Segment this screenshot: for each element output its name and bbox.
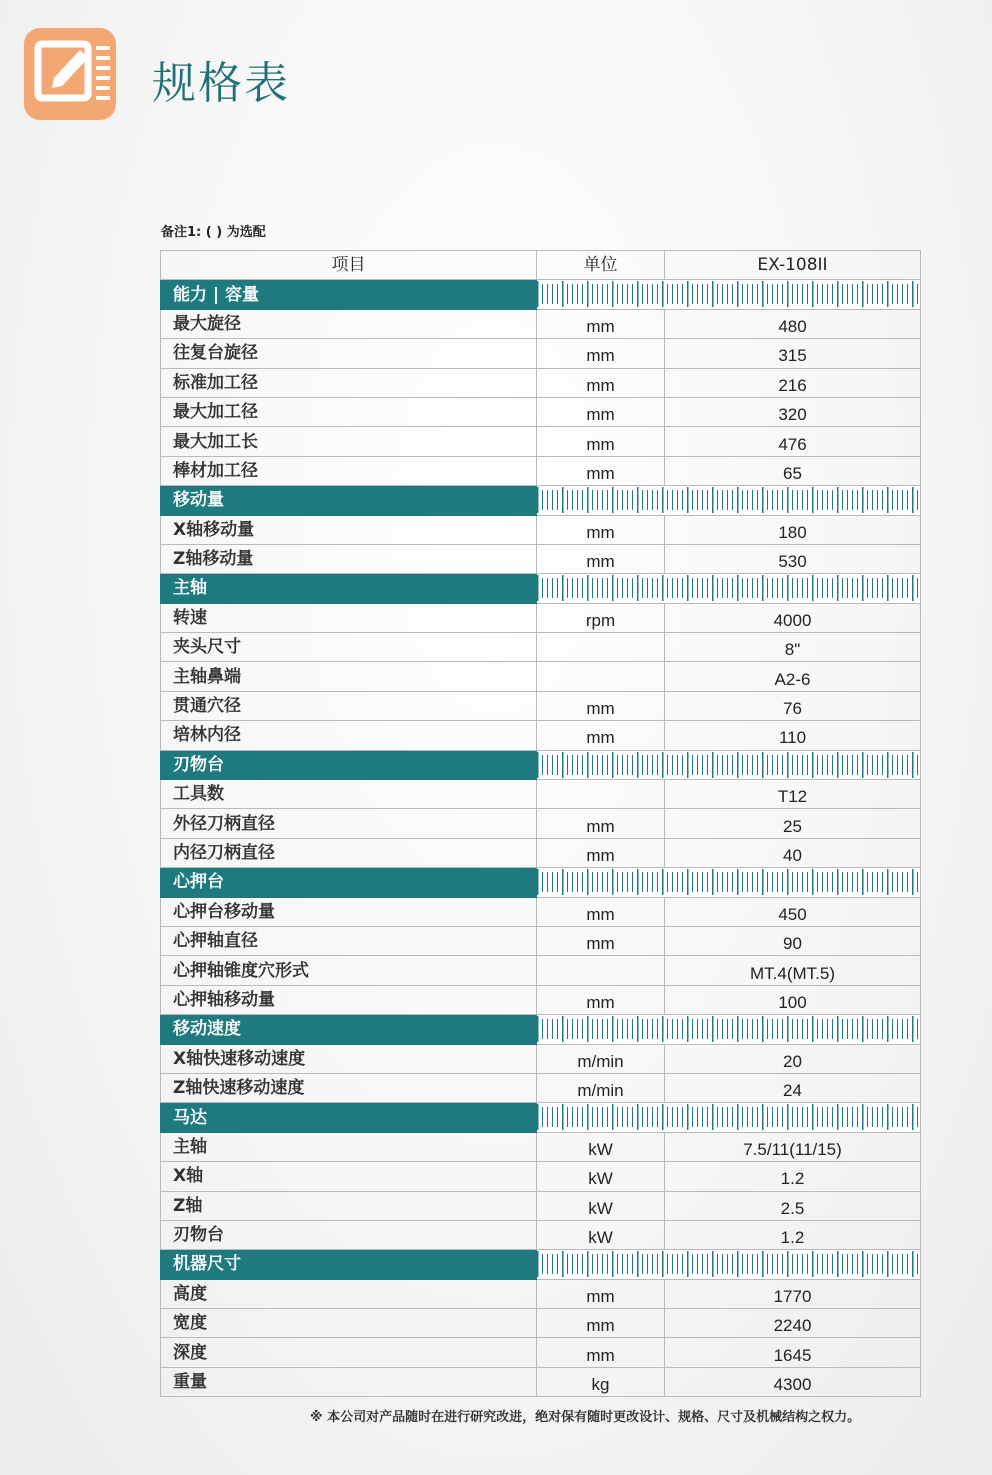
row-item-name: 主轴鼻端 — [161, 662, 537, 691]
table-row — [161, 603, 921, 632]
row-unit: mm — [537, 427, 665, 456]
row-unit: mm — [537, 456, 665, 485]
row-value: 8" — [665, 633, 921, 662]
row-value: 216 — [665, 368, 921, 397]
header-model: EX-108II — [665, 251, 921, 280]
row-value: 530 — [665, 544, 921, 573]
row-unit: mm — [537, 368, 665, 397]
section-header-row — [161, 1250, 921, 1279]
section-ruler-decoration — [537, 574, 921, 603]
row-value: 110 — [665, 721, 921, 750]
row-value: MT.4(MT.5) — [665, 956, 921, 985]
spec-sheet-icon — [24, 28, 116, 120]
row-item-name: Z轴快速移动速度 — [161, 1073, 537, 1102]
row-value: 320 — [665, 397, 921, 426]
ruler-ticks — [537, 1250, 920, 1278]
row-value: 100 — [665, 985, 921, 1014]
row-value: 1.2 — [665, 1220, 921, 1249]
row-value: 2.5 — [665, 1191, 921, 1220]
ruler-ticks — [537, 1103, 920, 1131]
spec-table — [160, 250, 921, 1397]
section-header-row — [161, 280, 921, 309]
table-row — [161, 1338, 921, 1367]
row-unit: mm — [537, 544, 665, 573]
row-unit: kg — [537, 1367, 665, 1396]
row-item-name: 培林内径 — [161, 721, 537, 750]
row-unit: mm — [537, 838, 665, 867]
table-row — [161, 368, 921, 397]
page-title: 规格表 — [152, 58, 290, 109]
row-unit: mm — [537, 309, 665, 338]
table-row — [161, 515, 921, 544]
row-unit — [537, 633, 665, 662]
table-row — [161, 633, 921, 662]
row-item-name: 棒材加工径 — [161, 456, 537, 485]
table-row — [161, 1279, 921, 1308]
section-ruler-decoration — [537, 750, 921, 779]
table-row — [161, 1044, 921, 1073]
section-ruler-decoration — [537, 868, 921, 897]
section-header-row — [161, 868, 921, 897]
table-row — [161, 456, 921, 485]
table-row — [161, 897, 921, 926]
row-value: 24 — [665, 1073, 921, 1102]
row-unit: mm — [537, 809, 665, 838]
row-item-name: 深度 — [161, 1338, 537, 1367]
section-name: 主轴 — [161, 574, 537, 603]
header-item: 项目 — [161, 251, 537, 280]
table-row — [161, 838, 921, 867]
row-unit: kW — [537, 1191, 665, 1220]
row-item-name: 主轴 — [161, 1132, 537, 1161]
row-item-name: 重量 — [161, 1367, 537, 1396]
row-value: 1.2 — [665, 1162, 921, 1191]
row-unit: mm — [537, 926, 665, 955]
ruler-ticks — [537, 868, 920, 896]
row-item-name: 标准加工径 — [161, 368, 537, 397]
table-row — [161, 397, 921, 426]
row-unit: mm — [537, 897, 665, 926]
row-unit: rpm — [537, 603, 665, 632]
row-item-name: 内径刀柄直径 — [161, 838, 537, 867]
row-value: 20 — [665, 1044, 921, 1073]
row-item-name: 往复台旋径 — [161, 339, 537, 368]
row-unit — [537, 956, 665, 985]
row-item-name: 心押轴直径 — [161, 926, 537, 955]
disclaimer-footnote: ※ 本公司对产品随时在进行研究改进，绝对保有随时更改设计、规格、尺寸及机械结构之权力。 — [310, 1410, 861, 1425]
row-item-name: 夹头尺寸 — [161, 633, 537, 662]
row-item-name: 心押台移动量 — [161, 897, 537, 926]
table-row — [161, 1191, 921, 1220]
table-row — [161, 1220, 921, 1249]
row-item-name: Z轴移动量 — [161, 544, 537, 573]
row-item-name: 刃物台 — [161, 1220, 537, 1249]
row-item-name: 转速 — [161, 603, 537, 632]
row-item-name: 外径刀柄直径 — [161, 809, 537, 838]
table-row — [161, 780, 921, 809]
row-unit: m/min — [537, 1044, 665, 1073]
section-name: 马达 — [161, 1103, 537, 1132]
table-row — [161, 956, 921, 985]
section-header-row — [161, 574, 921, 603]
row-item-name: X轴 — [161, 1162, 537, 1191]
table-row — [161, 662, 921, 691]
row-item-name: 宽度 — [161, 1309, 537, 1338]
row-value: 2240 — [665, 1309, 921, 1338]
row-value: 4000 — [665, 603, 921, 632]
table-row — [161, 1162, 921, 1191]
row-unit: mm — [537, 1338, 665, 1367]
row-item-name: Z轴 — [161, 1191, 537, 1220]
table-row — [161, 339, 921, 368]
table-row — [161, 691, 921, 720]
row-value: 76 — [665, 691, 921, 720]
table-header-row — [161, 251, 921, 280]
section-name: 心押台 — [161, 868, 537, 897]
row-value: 315 — [665, 339, 921, 368]
row-unit: kW — [537, 1162, 665, 1191]
table-row — [161, 544, 921, 573]
row-item-name: 心押轴移动量 — [161, 985, 537, 1014]
row-value: 90 — [665, 926, 921, 955]
row-unit: mm — [537, 1309, 665, 1338]
section-ruler-decoration — [537, 1015, 921, 1044]
row-unit: mm — [537, 691, 665, 720]
row-value: 4300 — [665, 1367, 921, 1396]
row-unit: kW — [537, 1132, 665, 1161]
row-value: 476 — [665, 427, 921, 456]
row-value: 25 — [665, 809, 921, 838]
row-item-name: 贯通穴径 — [161, 691, 537, 720]
section-name: 能力 | 容量 — [161, 280, 537, 309]
section-name: 移动速度 — [161, 1015, 537, 1044]
section-ruler-decoration — [537, 1250, 921, 1279]
section-name: 刃物台 — [161, 750, 537, 779]
row-unit: mm — [537, 1279, 665, 1308]
row-value: 180 — [665, 515, 921, 544]
row-unit: kW — [537, 1220, 665, 1249]
row-value: 7.5/11(11/15) — [665, 1132, 921, 1161]
ruler-ticks — [537, 280, 920, 308]
table-row — [161, 427, 921, 456]
table-row — [161, 1132, 921, 1161]
row-item-name: X轴移动量 — [161, 515, 537, 544]
row-item-name: 高度 — [161, 1279, 537, 1308]
row-item-name: 工具数 — [161, 780, 537, 809]
row-item-name: 心押轴锥度穴形式 — [161, 956, 537, 985]
row-item-name: X轴快速移动速度 — [161, 1044, 537, 1073]
row-unit: m/min — [537, 1073, 665, 1102]
table-row — [161, 985, 921, 1014]
section-name: 移动量 — [161, 486, 537, 515]
ruler-ticks — [537, 1015, 920, 1043]
table-row — [161, 1073, 921, 1102]
table-row — [161, 1309, 921, 1338]
row-unit: mm — [537, 339, 665, 368]
row-value: 450 — [665, 897, 921, 926]
table-row — [161, 1367, 921, 1396]
header-unit: 单位 — [537, 251, 665, 280]
row-item-name: 最大加工径 — [161, 397, 537, 426]
row-unit — [537, 780, 665, 809]
row-value: 1645 — [665, 1338, 921, 1367]
ruler-ticks — [537, 486, 920, 514]
section-ruler-decoration — [537, 486, 921, 515]
row-unit — [537, 662, 665, 691]
section-ruler-decoration — [537, 280, 921, 309]
row-item-name: 最大加工长 — [161, 427, 537, 456]
table-row — [161, 926, 921, 955]
section-ruler-decoration — [537, 1103, 921, 1132]
options-note: 备注1: ( ) 为选配 — [161, 225, 266, 240]
row-value: 65 — [665, 456, 921, 485]
section-header-row — [161, 1015, 921, 1044]
row-value: A2-6 — [665, 662, 921, 691]
row-unit: mm — [537, 397, 665, 426]
section-name: 机器尺寸 — [161, 1250, 537, 1279]
row-item-name: 最大旋径 — [161, 309, 537, 338]
table-row — [161, 721, 921, 750]
section-header-row — [161, 1103, 921, 1132]
table-row — [161, 809, 921, 838]
section-header-row — [161, 750, 921, 779]
row-value: 1770 — [665, 1279, 921, 1308]
table-row — [161, 309, 921, 338]
row-unit: mm — [537, 721, 665, 750]
ruler-ticks — [537, 574, 920, 602]
row-value: 480 — [665, 309, 921, 338]
section-header-row — [161, 486, 921, 515]
row-unit: mm — [537, 985, 665, 1014]
row-unit: mm — [537, 515, 665, 544]
row-value: T12 — [665, 780, 921, 809]
row-value: 40 — [665, 838, 921, 867]
spec-sheet-logo — [24, 28, 116, 120]
ruler-ticks — [537, 751, 920, 779]
